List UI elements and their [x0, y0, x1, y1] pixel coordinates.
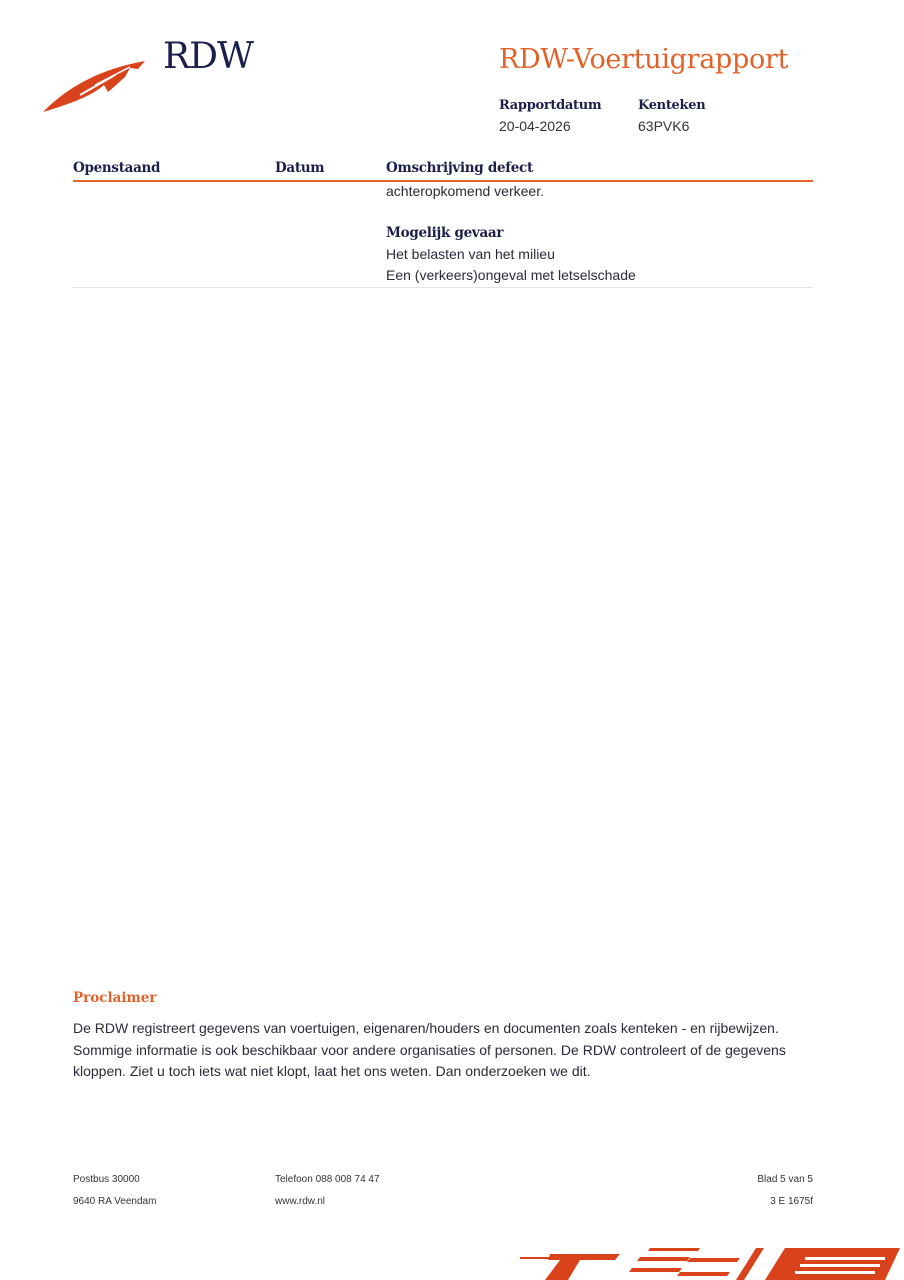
footer-code: 3 E 1675f — [770, 1196, 813, 1207]
footer-website[interactable]: www.rdw.nl — [275, 1196, 326, 1207]
column-omschrijving: Omschrijving defect — [386, 160, 533, 176]
decorative-stripes-icon — [520, 1244, 904, 1280]
column-datum: Datum — [275, 160, 325, 176]
danger-item: Een (verkeers)ongeval met letselschade — [386, 267, 636, 283]
rdw-logo-icon — [40, 55, 150, 115]
footer-city: 9640 RA Veendam — [73, 1196, 157, 1207]
row-divider — [73, 287, 813, 288]
report-date-label: Rapportdatum — [499, 98, 602, 113]
logo-text: RDW — [163, 36, 253, 77]
column-openstaand: Openstaand — [73, 160, 161, 176]
defect-description-continued: achteropkomend verkeer. — [386, 183, 544, 199]
footer-page-number: Blad 5 van 5 — [757, 1174, 813, 1185]
danger-item: Het belasten van het milieu — [386, 246, 555, 262]
header-divider — [73, 180, 813, 182]
report-date: 20-04-2026 — [499, 118, 571, 134]
page-title: RDW-Voertuigrapport — [499, 44, 789, 75]
plate-label: Kenteken — [638, 98, 706, 113]
plate-number: 63PVK6 — [638, 118, 690, 134]
footer-postbus: Postbus 30000 — [73, 1174, 140, 1185]
proclaimer-body: De RDW registreert gegevens van voertuigen, eigenaren/houders en documenten zoals kenteken - en rijbewijzen. Sommige informatie is ook beschikbaar voor andere organisaties of personen. De RDW controleert of de gegevens kloppen. Ziet u toch iets wat niet klopt, laat het ons weten. Dan onderzoeken we dit. — [73, 1020, 786, 1079]
danger-label: Mogelijk gevaar — [386, 225, 504, 241]
proclaimer-title: Proclaimer — [73, 990, 157, 1006]
footer-phone: Telefoon 088 008 74 47 — [275, 1174, 380, 1185]
